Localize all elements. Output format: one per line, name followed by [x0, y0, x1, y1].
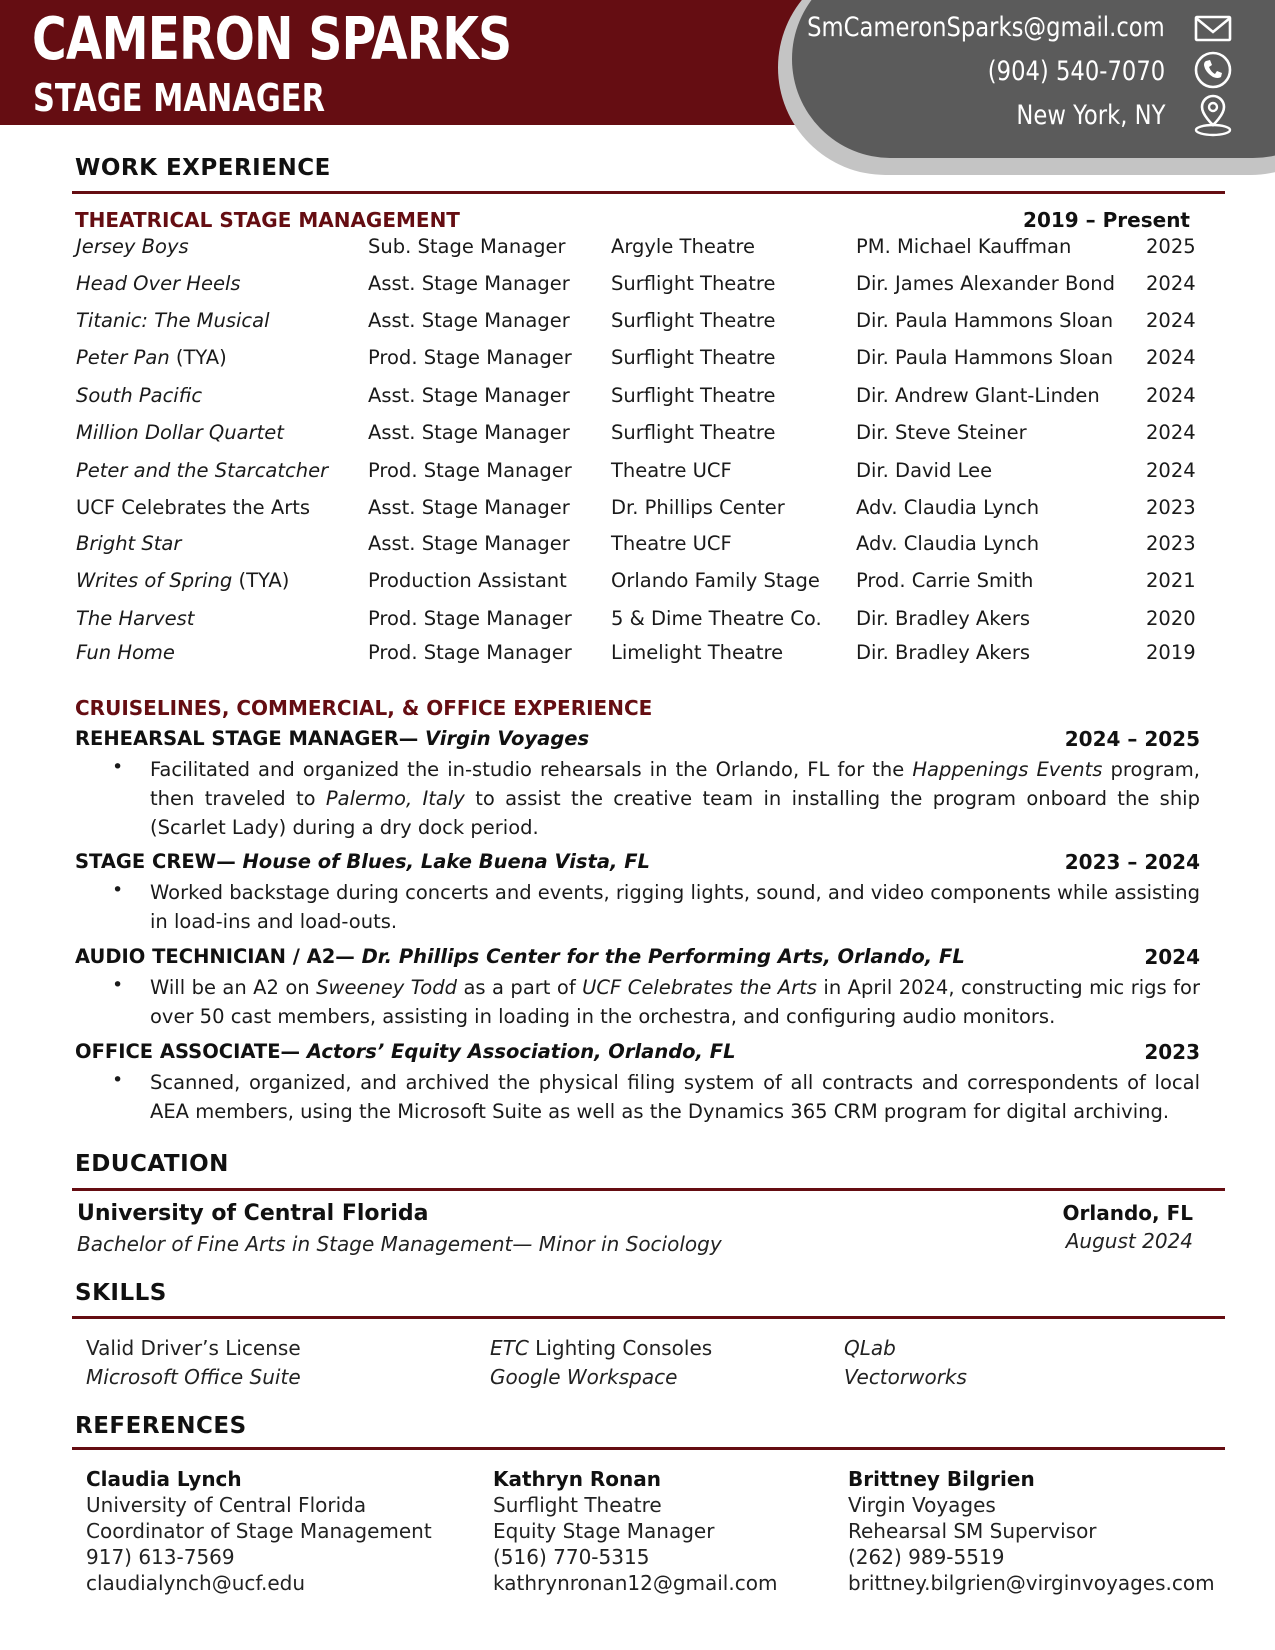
table-row: [76, 272, 1206, 302]
section-divider: [72, 1447, 1225, 1450]
table-row: [76, 421, 1206, 451]
position: Asst. Stage Manager: [368, 421, 570, 444]
venue: 5 & Dime Theatre Co.: [611, 607, 822, 630]
skill-item: QLab: [844, 1336, 896, 1360]
position: Asst. Stage Manager: [368, 532, 570, 555]
show-title: Peter and the Starcatcher: [76, 459, 329, 482]
contact-phone[interactable]: (904) 540-7070: [987, 56, 1165, 87]
skill-item: ETC Lighting Consoles: [490, 1336, 713, 1360]
skill-item: Vectorworks: [844, 1365, 967, 1389]
position: Asst. Stage Manager: [368, 496, 570, 519]
reference-phone: 917) 613-7569: [86, 1545, 235, 1569]
year: 2021: [1146, 569, 1196, 592]
work-experience-heading: WORK EXPERIENCE: [75, 155, 331, 181]
table-row: [76, 309, 1206, 339]
position: Asst. Stage Manager: [368, 384, 570, 407]
director: Adv. Claudia Lynch: [856, 532, 1040, 555]
reference-card: [86, 1466, 432, 1596]
director: Dir. Paula Hammons Sloan: [856, 346, 1114, 369]
table-row: [76, 346, 1206, 376]
reference-phone: (262) 989-5519: [848, 1545, 1005, 1569]
position: Sub. Stage Manager: [368, 235, 566, 258]
venue: Surflight Theatre: [611, 309, 776, 332]
reference-card: [848, 1466, 1215, 1596]
job-dates: 2023 – 2024: [1064, 850, 1200, 874]
skill-item: Microsoft Office Suite: [86, 1365, 301, 1389]
table-row: [76, 384, 1206, 414]
reference-org: Surflight Theatre: [493, 1493, 662, 1517]
position: Asst. Stage Manager: [368, 272, 570, 295]
show-title: Jersey Boys: [76, 235, 189, 258]
venue: Surflight Theatre: [611, 272, 776, 295]
venue: Limelight Theatre: [611, 641, 784, 664]
job-dates: 2024: [1144, 945, 1200, 969]
show-title: UCF Celebrates the Arts: [76, 496, 311, 519]
year: 2019: [1146, 641, 1196, 664]
job-title: STAGE CREW— House of Blues, Lake Buena Vista, FL: [75, 850, 650, 873]
venue: Theatre UCF: [611, 459, 732, 482]
table-row: [76, 459, 1206, 489]
show-title: South Pacific: [76, 384, 203, 407]
bullet-point: •: [112, 879, 124, 901]
reference-email[interactable]: brittney.bilgrien@virginvoyages.com: [848, 1571, 1215, 1595]
reference-title: Coordinator of Stage Management: [86, 1519, 432, 1543]
section-divider: [72, 1188, 1225, 1191]
references-heading: REFERENCES: [75, 1413, 247, 1439]
reference-title: Rehearsal SM Supervisor: [848, 1519, 1097, 1543]
year: 2024: [1146, 346, 1196, 369]
job-description: Scanned, organized, and archived the physical filing system of all contracts and correspondents of local AEA members, using the Microsoft Suite as well as the Dynamics 365 CRM program for digital archiving.: [150, 1071, 1200, 1123]
director: PM. Michael Kauffman: [856, 235, 1072, 258]
director: Dir. Bradley Akers: [856, 641, 1031, 664]
position: Prod. Stage Manager: [368, 641, 572, 664]
show-title: Head Over Heels: [76, 272, 241, 295]
director: Dir. Bradley Akers: [856, 607, 1031, 630]
table-row: [76, 569, 1206, 599]
director: Adv. Claudia Lynch: [856, 496, 1040, 519]
director: Prod. Carrie Smith: [856, 569, 1034, 592]
show-title: Bright Star: [76, 532, 182, 555]
venue: Surflight Theatre: [611, 421, 776, 444]
reference-name: Claudia Lynch: [86, 1467, 242, 1491]
position: Prod. Stage Manager: [368, 607, 572, 630]
contact-email[interactable]: SmCameronSparks@gmail.com: [807, 12, 1165, 43]
job-description: Facilitated and organized the in-studio rehearsals in the Orlando, FL for the Happenings Events program, then traveled to Palermo, Italy to assist the creative team in installing the program onboard the ship (Scarlet Lady) during a dry dock period.: [150, 758, 1200, 839]
venue: Surflight Theatre: [611, 346, 776, 369]
venue: Theatre UCF: [611, 532, 732, 555]
skill-item: Valid Driver’s License: [86, 1336, 301, 1360]
show-title: Peter Pan (TYA): [76, 346, 227, 369]
reference-name: Kathryn Ronan: [493, 1467, 662, 1491]
position: Prod. Stage Manager: [368, 459, 572, 482]
year: 2024: [1146, 309, 1196, 332]
director: Dir. Andrew Glant-Linden: [856, 384, 1100, 407]
job-title: OFFICE ASSOCIATE— Actors’ Equity Association, Orlando, FL: [75, 1040, 736, 1063]
school-location: Orlando, FL: [1062, 1201, 1193, 1225]
venue: Argyle Theatre: [611, 235, 755, 258]
director: Dir. James Alexander Bond: [856, 272, 1116, 295]
candidate-name: CAMERON SPARKS: [32, 4, 512, 73]
job-title: REHEARSAL STAGE MANAGER— Virgin Voyages: [75, 727, 590, 750]
venue: Dr. Phillips Center: [611, 496, 785, 519]
position: Prod. Stage Manager: [368, 346, 572, 369]
education-heading: EDUCATION: [75, 1151, 229, 1177]
bullet-point: •: [112, 1069, 124, 1091]
job-description: Will be an A2 on Sweeney Todd as a part of UCF Celebrates the Arts in April 2024, constructing mic rigs for over 50 cast members, assisting in loading in the orchestra, and configuring audio monitors.: [150, 976, 1200, 1028]
reference-card: [493, 1466, 777, 1596]
job-dates: 2024 – 2025: [1064, 727, 1200, 751]
year: 2024: [1146, 459, 1196, 482]
table-row: [76, 532, 1206, 562]
section-divider: [72, 1316, 1225, 1319]
phone-icon: [1193, 50, 1233, 90]
venue: Surflight Theatre: [611, 384, 776, 407]
reference-title: Equity Stage Manager: [493, 1519, 715, 1543]
year: 2024: [1146, 272, 1196, 295]
table-row: [76, 641, 1206, 671]
reference-org: Virgin Voyages: [848, 1493, 996, 1517]
reference-email[interactable]: claudialynch@ucf.edu: [86, 1571, 306, 1595]
graduation-date: August 2024: [1065, 1229, 1193, 1253]
show-title: Fun Home: [76, 641, 175, 664]
year: 2023: [1146, 496, 1196, 519]
show-title: Titanic: The Musical: [76, 309, 270, 332]
theatrical-heading: THEATRICAL STAGE MANAGEMENT: [75, 208, 460, 232]
table-row: [76, 235, 1206, 265]
show-title: Million Dollar Quartet: [76, 421, 284, 444]
section-divider: [72, 191, 1225, 194]
school-name: University of Central Florida: [77, 1201, 429, 1226]
degree: Bachelor of Fine Arts in Stage Management— Minor in Sociology: [77, 1232, 722, 1256]
other-experience-heading: CRUISELINES, COMMERCIAL, & OFFICE EXPERIENCE: [75, 696, 653, 720]
skill-item: Google Workspace: [490, 1365, 678, 1389]
position: Asst. Stage Manager: [368, 309, 570, 332]
location-pin-icon: [1193, 92, 1233, 138]
year: 2024: [1146, 384, 1196, 407]
director: Dir. Paula Hammons Sloan: [856, 309, 1114, 332]
job-description: Worked backstage during concerts and events, rigging lights, sound, and video components while assisting in load-ins and load-outs.: [150, 881, 1200, 933]
venue: Orlando Family Stage: [611, 569, 820, 592]
table-row: [76, 607, 1206, 637]
skills-heading: SKILLS: [75, 1280, 167, 1306]
year: 2023: [1146, 532, 1196, 555]
year: 2025: [1146, 235, 1196, 258]
envelope-icon: [1193, 8, 1233, 48]
reference-email[interactable]: kathrynronan12@gmail.com: [493, 1571, 778, 1595]
contact-location: New York, NY: [1015, 100, 1165, 131]
candidate-title: STAGE MANAGER: [33, 76, 325, 120]
position: Production Assistant: [368, 569, 567, 592]
job-title: AUDIO TECHNICIAN / A2— Dr. Phillips Center for the Performing Arts, Orlando, FL: [75, 945, 965, 968]
year: 2024: [1146, 421, 1196, 444]
reference-name: Brittney Bilgrien: [848, 1467, 1035, 1491]
table-row: [76, 496, 1206, 526]
director: Dir. David Lee: [856, 459, 993, 482]
reference-phone: (516) 770-5315: [493, 1545, 650, 1569]
bullet-point: •: [112, 756, 124, 778]
reference-org: University of Central Florida: [86, 1493, 367, 1517]
bullet-point: •: [112, 974, 124, 996]
show-title: Writes of Spring (TYA): [76, 569, 290, 592]
year: 2020: [1146, 607, 1196, 630]
director: Dir. Steve Steiner: [856, 421, 1027, 444]
job-dates: 2023: [1144, 1040, 1200, 1064]
theatrical-dates: 2019 – Present: [1023, 208, 1190, 232]
show-title: The Harvest: [76, 607, 195, 630]
